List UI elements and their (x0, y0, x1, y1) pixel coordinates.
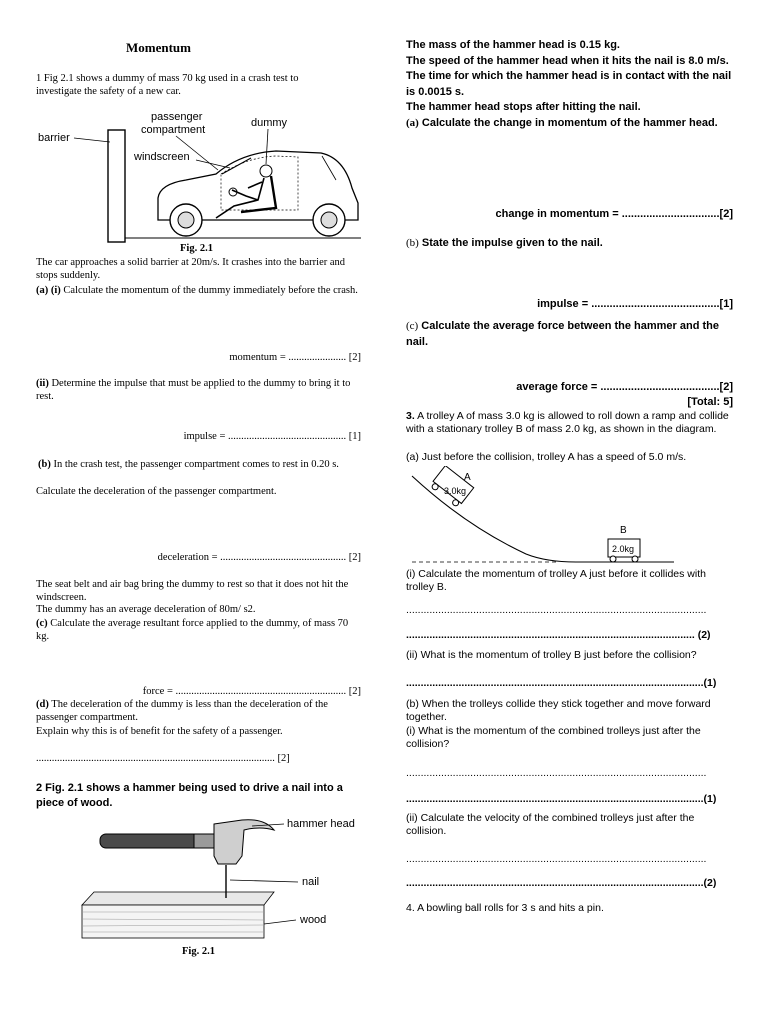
question-3b-i-text: (i) What is the momentum of the combined trolleys just after the collision? (406, 725, 701, 750)
question-1b (38, 459, 358, 472)
label-windscreen: windscreen (134, 151, 190, 163)
rear-wheel-hub (321, 212, 337, 228)
answer-line-average-force[interactable]: average force = .......................................[2] (516, 381, 733, 393)
label-dummy: dummy (251, 117, 288, 129)
left-column (36, 0, 366, 1024)
question-1a-i-label: (a) (i) (36, 285, 61, 296)
trolley-b-wheel-2 (632, 556, 638, 562)
question-1-intro: 1 Fig 2.1 shows a dummy of mass 70 kg used in a crash test to investigate the safety of a new car. (36, 73, 299, 97)
question-2c (406, 319, 736, 350)
question-1b-text: In the crash test, the passenger compartment comes to rest in 0.20 s. (53, 459, 339, 470)
question-1a-i (36, 285, 358, 298)
q2-data-speed: The speed of the hammer head when it hits the nail is 8.0 m/s. (406, 54, 729, 67)
trolley-b-letter: B (620, 525, 627, 536)
answer-line-3b-i-1[interactable]: ....................................................................................................... (406, 767, 707, 779)
wood-top (82, 892, 274, 905)
answer-line-3a-ii[interactable]: ......................................................................................................(1) (406, 677, 717, 689)
dummy-head (260, 165, 272, 177)
q2-data-mass: The mass of the hammer head is 0.15 kg. (406, 39, 620, 51)
wood-block (82, 905, 264, 938)
question-2b-text: State the impulse given to the nail. (421, 237, 603, 249)
answer-line-3b-i-2[interactable]: ......................................................................................................(1) (406, 793, 717, 805)
question-3a-text: (a) Just before the collision, trolley A has a speed of 5.0 m/s. (406, 451, 687, 463)
question-1a-ii (36, 378, 358, 403)
question-3-number: 3. (406, 410, 415, 422)
answer-line-3b-ii-1[interactable]: ....................................................................................................... (406, 853, 707, 865)
question-2-total: [Total: 5] (687, 396, 733, 408)
answer-line-change-in-momentum[interactable]: change in momentum = ................................[2] (495, 208, 733, 220)
question-1a-i-text: Calculate the momentum of the dummy immediately before the crash. (63, 285, 358, 296)
label-hammer-head: hammer head (287, 818, 355, 830)
question-1b-text2: Calculate the deceleration of the passenger compartment. (36, 486, 277, 497)
trolley-b-wheel-1 (610, 556, 616, 562)
question-1-context-2b: The dummy has an average deceleration of 80m/ s2. (36, 604, 256, 615)
answer-line-explain[interactable]: ........................................................................................... [2] (36, 753, 290, 764)
figure-1-caption: Fig. 2.1 (180, 243, 213, 254)
crash-test-car-figure (36, 108, 366, 243)
question-3a-ii-text: (ii) What is the momentum of trolley B just before the collision? (406, 649, 697, 661)
question-2a (406, 116, 736, 132)
barrier-shape (108, 130, 125, 242)
question-2-intro: 2 Fig. 2.1 shows a hammer being used to drive a nail into a piece of wood. (36, 782, 343, 809)
right-column (406, 0, 736, 1024)
hammer-nail-figure (74, 810, 364, 945)
q2-data-stops: The hammer head stops after hitting the nail. (406, 101, 641, 113)
question-1d-text: The deceleration of the dummy is less than the deceleration of the passenger compartment. (36, 699, 328, 723)
answer-line-3b-ii-2[interactable]: ......................................................................................................(2) (406, 877, 717, 889)
front-wheel-hub (178, 212, 194, 228)
label-barrier: barrier (38, 132, 70, 144)
trolley-a-mass-label: 3.0kg (444, 486, 467, 496)
answer-line-impulse[interactable]: impulse = ............................................. [1] (183, 431, 361, 442)
page-title: Momentum (126, 40, 191, 55)
wood-leader-line (264, 920, 296, 924)
question-1d-label: (d) (36, 699, 49, 710)
answer-line-deceleration[interactable]: deceleration = ................................................ [2] (157, 552, 361, 563)
nail-leader-line (230, 880, 298, 882)
question-1d (36, 699, 358, 724)
barrier-leader-line (74, 138, 110, 142)
ramp-trolley-figure (406, 466, 706, 566)
label-passenger: passenger (151, 111, 203, 123)
question-3b-text: (b) When the trolleys collide they stick together and move forward together. (406, 698, 711, 723)
hammer-head-shape (214, 820, 274, 864)
question-2b-label: (b) (406, 237, 419, 249)
answer-line-force[interactable]: force = ................................................................. [2] (142, 686, 361, 697)
question-1-context-2a: The seat belt and air bag bring the dummy to rest so that it does not hit the windscreen. (36, 579, 349, 603)
question-2a-text: Calculate the change in momentum of the hammer head. (421, 116, 718, 129)
trolley-a-letter: A (464, 472, 471, 483)
question-1d-text2: Explain why this is of benefit for the safety of a passenger. (36, 726, 283, 737)
question-1-context: The car approaches a solid barrier at 20m/s. It crashes into the barrier and stops suddenly. (36, 257, 346, 281)
question-2-data (406, 38, 736, 131)
question-2c-text: Calculate the average force between the hammer and the nail. (406, 320, 719, 348)
question-1c (36, 618, 358, 643)
question-2c-label: (c) (406, 320, 419, 332)
answer-line-momentum[interactable]: momentum = ...................... [2] (229, 352, 361, 363)
trolley-b-mass-label: 2.0kg (612, 544, 635, 554)
question-4-text: 4. A bowling ball rolls for 3 s and hits a pin. (406, 902, 604, 914)
question-1c-text: Calculate the average resultant force applied to the dummy, of mass 70 kg. (36, 618, 349, 642)
question-2a-label: (a) (406, 116, 419, 129)
answer-line-impulse-nail[interactable]: impulse = ..........................................[1] (537, 298, 733, 310)
q2-data-time: The time for which the hammer head is in contact with the nail is 0.0015 s. (406, 70, 732, 98)
label-compartment: compartment (141, 124, 206, 136)
question-3b-ii-text: (ii) Calculate the velocity of the combined trolleys just after the collision. (406, 812, 695, 837)
question-1c-label: (c) (36, 618, 48, 629)
windscreen-leader-line (196, 160, 230, 168)
label-nail: nail (302, 876, 320, 888)
answer-line-3a-i-1[interactable]: ....................................................................................................... (406, 604, 707, 616)
label-wood: wood (300, 914, 327, 926)
question-3-intro (406, 410, 734, 436)
answer-line-3a-i-2[interactable]: ................................................................................................... (2) (406, 629, 711, 641)
question-2b (406, 237, 736, 250)
question-1a-ii-text: Determine the impulse that must be applied to the dummy to bring it to rest. (36, 378, 351, 402)
question-3a-i-text: (i) Calculate the momentum of trolley A just before it collides with trolley B. (406, 568, 706, 593)
figure-2-caption: Fig. 2.1 (182, 946, 215, 957)
question-1a-ii-label: (ii) (36, 378, 49, 389)
question-1b-label: (b) (38, 459, 51, 470)
question-3-text: A trolley A of mass 3.0 kg is allowed to roll down a ramp and collide with a stationary trolley B of mass 2.0 kg, as shown in the diagram. (406, 410, 729, 435)
